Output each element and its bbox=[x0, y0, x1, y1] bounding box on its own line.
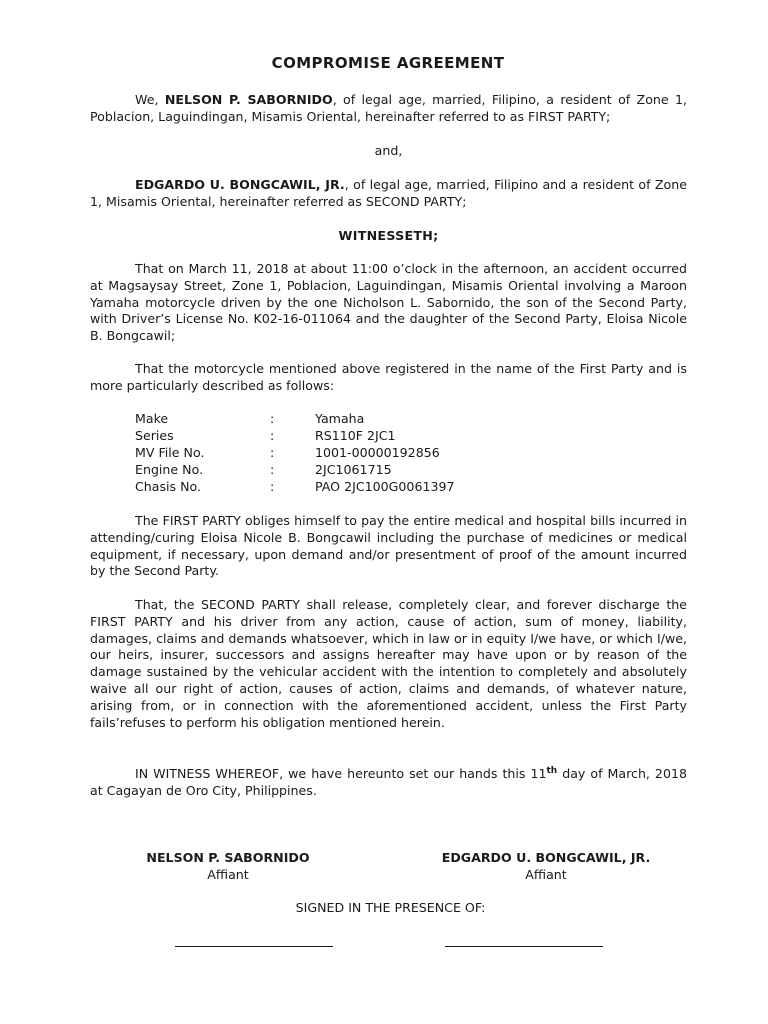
spec-colon: : bbox=[270, 411, 275, 426]
spec-label: Series bbox=[135, 428, 174, 443]
document-title: COMPROMISE AGREEMENT bbox=[271, 54, 505, 72]
spec-value: PAO 2JC100G0061397 bbox=[315, 479, 455, 494]
spec-row-engine bbox=[135, 462, 535, 479]
signed-in-presence-text: SIGNED IN THE PRESENCE OF: bbox=[295, 900, 486, 915]
spec-row-series bbox=[135, 428, 535, 445]
spec-row-make bbox=[135, 411, 535, 428]
witness-whereof-after: day of March, 2018 at Cagayan de Oro City, Philippines. bbox=[90, 766, 687, 798]
signatory-first-party bbox=[118, 850, 338, 884]
first-party-rest: , of legal age, married, Filipino, a resident of Zone 1, Poblacion, Laguindingan, Misamis Oriental, hereinafter referred to as FIRST PARTY; bbox=[90, 92, 687, 124]
second-party-rest: , of legal age, married, Filipino and a resident of Zone 1, Misamis Oriental, hereinafter referred as SECOND PARTY; bbox=[90, 177, 687, 209]
spec-colon: : bbox=[270, 445, 275, 460]
spec-label: MV File No. bbox=[135, 445, 205, 460]
witnesseth-heading: WITNESSETH; bbox=[338, 228, 439, 243]
spec-row-mv-file bbox=[135, 445, 535, 462]
signatory-role: Affiant bbox=[525, 866, 567, 882]
spec-colon: : bbox=[270, 479, 275, 494]
second-party-name: EDGARDO U. BONGCAWIL, JR. bbox=[135, 177, 345, 192]
first-party-name: NELSON P. SABORNIDO bbox=[164, 92, 333, 107]
spec-colon: : bbox=[270, 462, 275, 477]
first-party-prefix: We, bbox=[135, 92, 165, 107]
second-party-paragraph bbox=[90, 177, 687, 211]
witness-whereof-paragraph bbox=[90, 766, 687, 800]
release-paragraph: That, the SECOND PARTY shall release, completely clear, and forever discharge the FIRST PARTY and his driver from any action, cause of action, sum of money, liability, damages, claims and demands whatsoever, which in law or in equity I/we have, or which I/we, our heirs, insurer, successors and assigns hereafter may have upon or by reason of the damage sustained by the vehicular accident with the intention to completely and absolutely waive all our right of action, causes of action, claims and demands, of whatever nature, arising from, or in connection with the aforementioned accident, unless the First Party fails’refuses to perform his obligation mentioned herein. bbox=[90, 597, 687, 730]
witness-whereof-superscript: th bbox=[546, 765, 558, 776]
spec-value: RS110F 2JC1 bbox=[315, 428, 396, 443]
motorcycle-paragraph: That the motorcycle mentioned above registered in the name of the First Party and is more particularly described as follows: bbox=[90, 361, 687, 393]
spec-value: 2JC1061715 bbox=[315, 462, 392, 477]
first-party-paragraph bbox=[90, 92, 687, 126]
spec-label: Chasis No. bbox=[135, 479, 202, 494]
spec-colon: : bbox=[270, 428, 275, 443]
signatory-name: NELSON P. SABORNIDO bbox=[146, 850, 310, 865]
accident-paragraph: That on March 11, 2018 at about 11:00 o’clock in the afternoon, an accident occurred at Magsaysay Street, Zone 1, Poblacion, Laguindingan, Misamis Oriental involving a Maroon Yamaha motorcycle driven by the one Nicholson L. Sabornido, the son of the Second Party, with Driver’s License No. K02-16-011064 and the daughter of the Second Party, Eloisa Nicole B. Bongcawil; bbox=[90, 261, 687, 344]
obligation-paragraph: The FIRST PARTY obliges himself to pay the entire medical and hospital bills incurred in attending/curing Eloisa Nicole B. Bongcawil including the purchase of medicines or medical equipment, if necessary, upon demand and/or presentment of proof of the amount incurred by the Second Party. bbox=[90, 513, 687, 579]
spec-label: Engine No. bbox=[135, 462, 204, 477]
witness-signature-line-right bbox=[445, 945, 603, 947]
signatory-role: Affiant bbox=[207, 866, 249, 882]
witness-signature-line-left bbox=[175, 945, 333, 947]
spec-value: 1001-00000192856 bbox=[315, 445, 440, 460]
motorcycle-specs-list bbox=[135, 411, 535, 496]
spec-label: Make bbox=[135, 411, 169, 426]
signatory-name: EDGARDO U. BONGCAWIL, JR. bbox=[441, 850, 651, 865]
spec-row-chasis bbox=[135, 479, 535, 496]
witness-whereof-before: IN WITNESS WHEREOF, we have hereunto set our hands this 11 bbox=[135, 766, 547, 781]
spec-value: Yamaha bbox=[315, 411, 365, 426]
and-text: and, bbox=[374, 143, 403, 158]
signatory-second-party bbox=[396, 850, 696, 884]
